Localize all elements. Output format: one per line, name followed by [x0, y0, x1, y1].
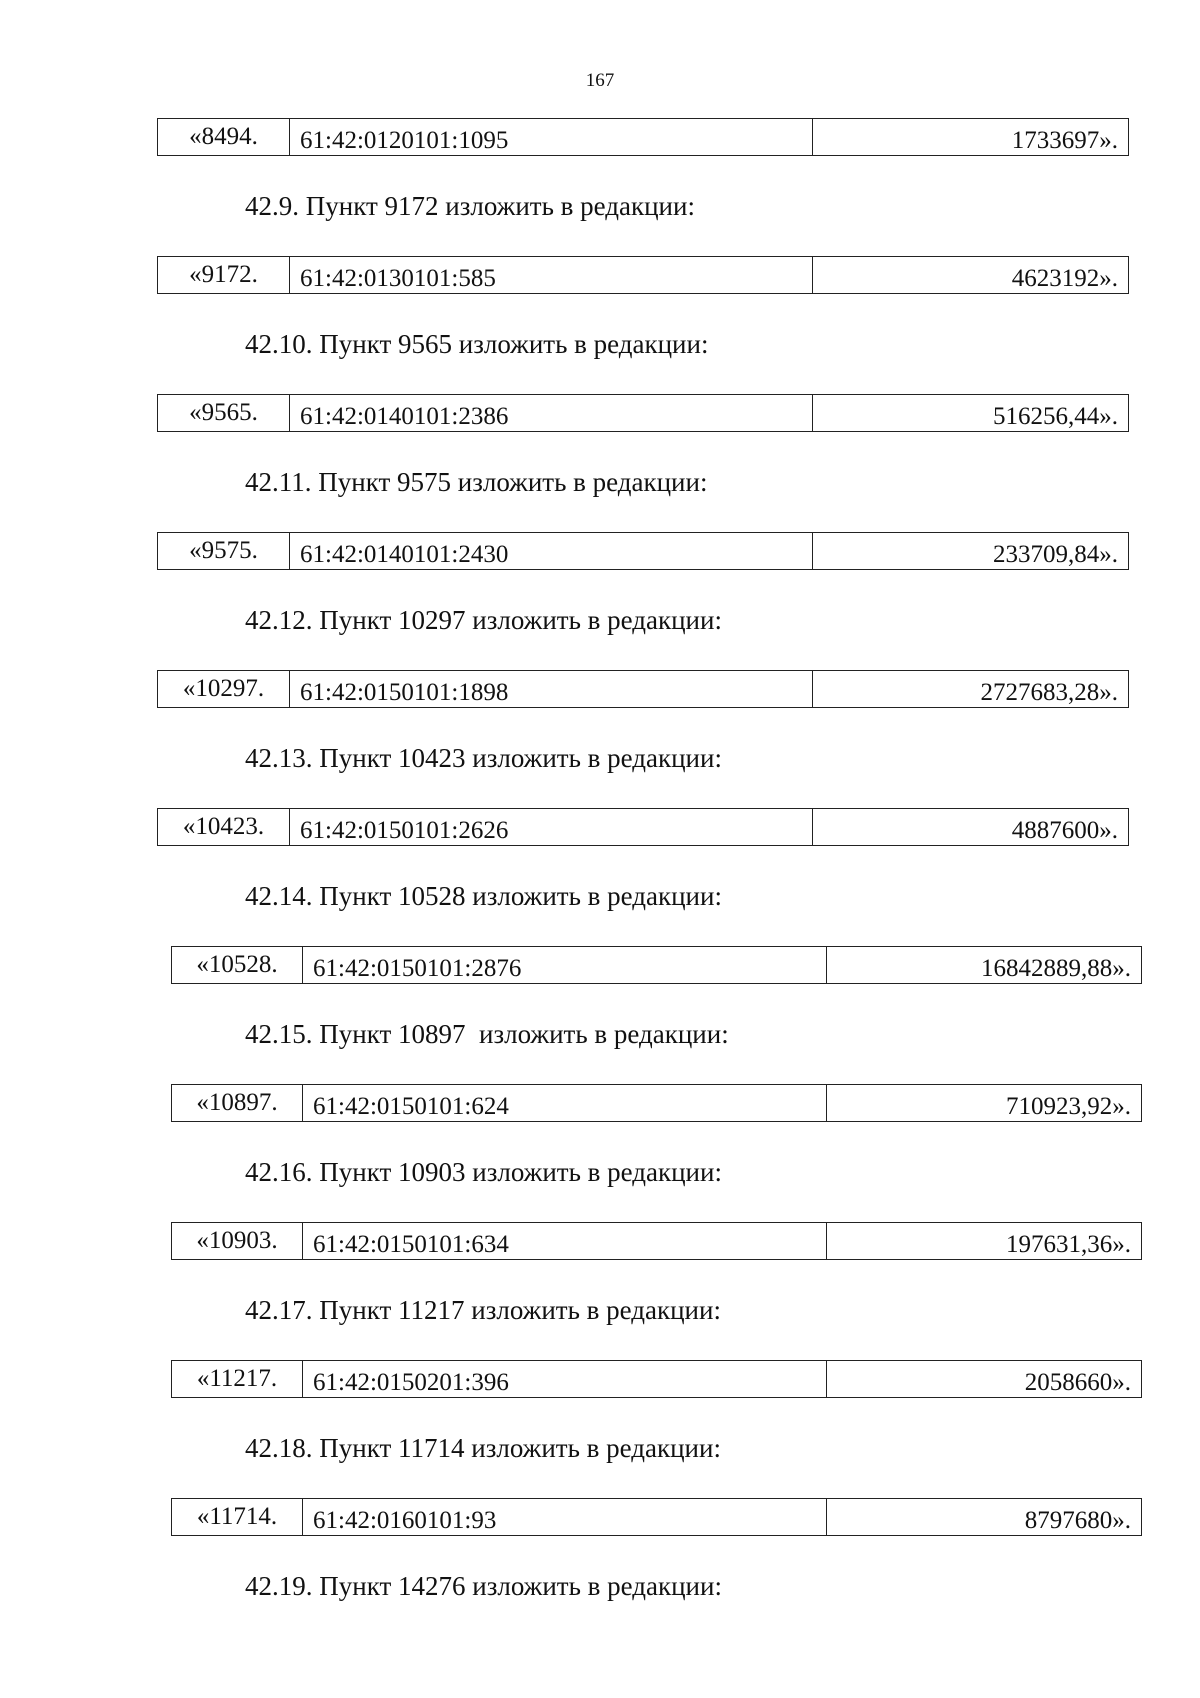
table-row: [157, 394, 1129, 432]
cadastral-number-cell: 61:42:0150101:624: [303, 1085, 827, 1121]
cadastral-number-cell: 61:42:0120101:1095: [290, 119, 813, 155]
cadastral-number-cell: 61:42:0150201:396: [303, 1361, 827, 1397]
value-cell: 197631,36».: [1006, 1231, 1131, 1258]
cadastral-number-cell: 61:42:0150101:634: [303, 1223, 827, 1259]
value-cell: 4887600».: [1011, 817, 1118, 844]
table-row: [171, 946, 1142, 984]
cadastral-number-cell: 61:42:0150101:1898: [290, 671, 813, 707]
value-cell: 233709,84».: [993, 541, 1118, 568]
value-cell: 2727683,28».: [980, 679, 1118, 706]
item-number-cell: «10297.: [158, 671, 290, 707]
item-number-cell: «10528.: [172, 947, 303, 983]
cadastral-number-cell: 61:42:0160101:93: [303, 1499, 827, 1535]
table-row: [157, 256, 1129, 294]
value-cell: 2058660».: [1024, 1369, 1131, 1396]
cadastral-number-cell: 61:42:0130101:585: [290, 257, 813, 293]
cadastral-number-cell: 61:42:0140101:2430: [290, 533, 813, 569]
instruction-text: 42.13. Пункт 10423 изложить в редакции:: [245, 743, 722, 773]
value-cell: 1733697».: [1011, 127, 1118, 154]
value-cell: 516256,44».: [993, 403, 1118, 430]
value-cell: 4623192».: [1011, 265, 1118, 292]
item-number-cell: «8494.: [158, 119, 290, 155]
table-row: [157, 532, 1129, 570]
item-number-cell: «9565.: [158, 395, 290, 431]
cadastral-number-cell: 61:42:0150101:2626: [290, 809, 813, 845]
table-row: [157, 808, 1129, 846]
item-number-cell: «10903.: [172, 1223, 303, 1259]
table-row: [171, 1222, 1142, 1260]
item-number-cell: «10423.: [158, 809, 290, 845]
item-number-cell: «10897.: [172, 1085, 303, 1121]
instruction-text: 42.10. Пункт 9565 изложить в редакции:: [245, 329, 709, 359]
item-number-cell: «11217.: [172, 1361, 303, 1397]
instruction-text: 42.16. Пункт 10903 изложить в редакции:: [245, 1157, 722, 1187]
table-row: [171, 1498, 1142, 1536]
instruction-text: 42.15. Пункт 10897 изложить в редакции:: [245, 1019, 729, 1049]
instruction-text: 42.12. Пункт 10297 изложить в редакции:: [245, 605, 722, 635]
value-cell: 710923,92».: [1006, 1093, 1131, 1120]
cadastral-number-cell: 61:42:0140101:2386: [290, 395, 813, 431]
instruction-text: 42.11. Пункт 9575 изложить в редакции:: [245, 467, 708, 497]
table-row: [157, 670, 1129, 708]
table-row: [171, 1084, 1142, 1122]
item-number-cell: «9172.: [158, 257, 290, 293]
instruction-text: 42.19. Пункт 14276 изложить в редакции:: [245, 1571, 722, 1601]
instruction-text: 42.9. Пункт 9172 изложить в редакции:: [245, 191, 695, 221]
table-row: [171, 1360, 1142, 1398]
page-number: 167: [585, 70, 615, 91]
cadastral-number-cell: 61:42:0150101:2876: [303, 947, 827, 983]
value-cell: 16842889,88».: [981, 955, 1131, 982]
item-number-cell: «9575.: [158, 533, 290, 569]
item-number-cell: «11714.: [172, 1499, 303, 1535]
instruction-text: 42.17. Пункт 11217 изложить в редакции:: [245, 1295, 721, 1325]
instruction-text: 42.18. Пункт 11714 изложить в редакции:: [245, 1433, 721, 1463]
instruction-text: 42.14. Пункт 10528 изложить в редакции:: [245, 881, 722, 911]
value-cell: 8797680».: [1024, 1507, 1131, 1534]
table-row: [157, 118, 1129, 156]
